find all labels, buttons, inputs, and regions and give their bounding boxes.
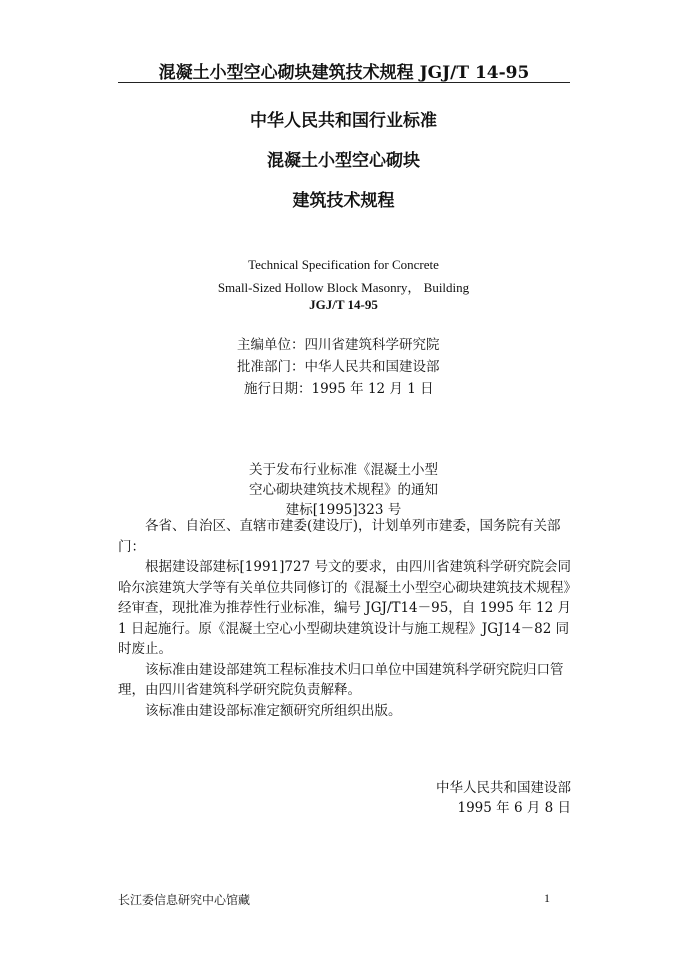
body-paragraph-management: 该标准由建设部建筑工程标准技术归口单位中国建筑科学研究院归口管理，由四川省建筑科学研究院负责解释。 [118,661,564,698]
english-title-line-2: Small-Sized Hollow Block Masonry， Building [217,280,470,295]
header-rule [118,82,570,83]
notice-doc-number: 建标[1995]323 号 [285,502,402,518]
footer-collection-note: 长江委信息研究中心馆藏 [118,893,251,907]
body-paragraph-addressees: 各省、自治区、直辖市建委(建设厅)，计划单列市建委，国务院有关部门： [118,518,561,555]
notice-title-line-2: 空心砌块建筑技术规程》的通知 [249,482,438,498]
approving-department: 批准部门：中华人民共和国建设部 [237,359,440,375]
issue-date: 1995 年 6 月 8 日 [457,800,571,816]
title-standard-type: 中华人民共和国行业标准 [250,111,437,131]
notice-title-line-1: 关于发布行业标准《混凝土小型 [249,462,438,478]
english-standard-code: JGJ/T 14-95 [309,297,378,312]
body-paragraph-publishing: 该标准由建设部标准定额研究所组织出版。 [145,702,402,719]
running-header: 混凝土小型空心砌块建筑技术规程 JGJ/T 14-95 [158,63,530,83]
title-line-3: 建筑技术规程 [292,191,395,211]
page-number: 1 [544,891,550,905]
notice-body [118,516,573,721]
issuer-signature: 中华人民共和国建设部 [436,780,571,796]
editor-unit: 主编单位：四川省建筑科学研究院 [237,337,440,353]
body-paragraph-approval: 根据建设部建标[1991]727 号文的要求，由四川省建筑科学研究院会同哈尔滨建筑大学等有关单位共同修订的《混凝土小型空心砌块建筑技术规程》经审查，现批准为推荐性行业标准，编号 JGJ/T14－95，自 1995 年 12 月 1 日起施行。原《混凝土空心小型砌块建筑设计与施工规程》JGJ14－82 同时废止。 [118,559,572,657]
effective-date: 施行日期：1995 年 12 月 1 日 [244,381,434,397]
english-title-line-1: Technical Specification for Concrete [248,257,439,272]
title-line-2: 混凝土小型空心砌块 [267,151,420,171]
